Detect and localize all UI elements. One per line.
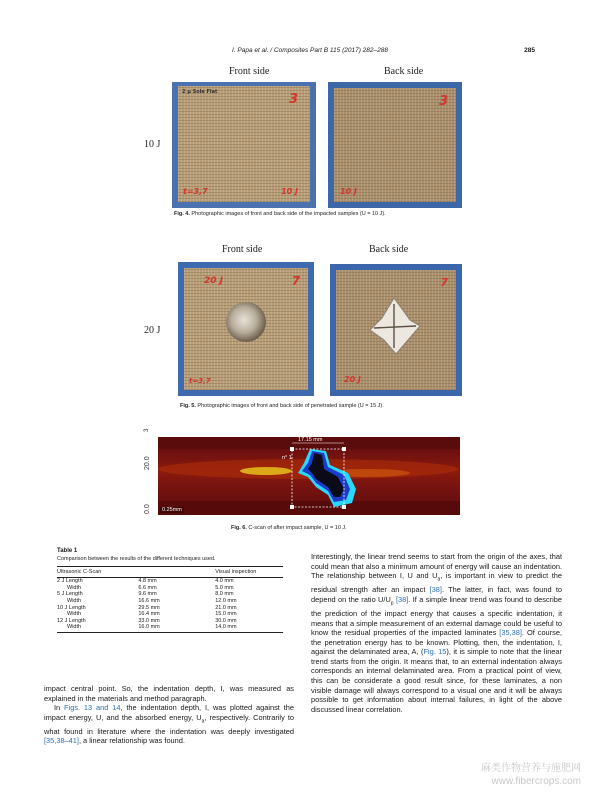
table-subtitle: Comparison between the results of the different techniques used. xyxy=(57,556,216,562)
fig5-front-penetration-hole xyxy=(226,302,266,342)
watermark-line-1: 麻类作物营养与施肥网 xyxy=(481,763,581,774)
fig4-front-label: Front side xyxy=(229,66,270,77)
table-cell: 12 J Length xyxy=(57,617,86,624)
table-row xyxy=(57,618,283,625)
fig6-pointer-label: n° 1 xyxy=(282,455,292,461)
fig5-back-mark-number: 7 xyxy=(440,276,448,289)
fig4-row-label: 10 J xyxy=(144,139,161,150)
fig4-front-mark-energy: 10 J xyxy=(281,187,298,196)
table-header-cell: Visual inspection xyxy=(215,567,283,578)
table-header-cell: Ultrasonic C-Scan xyxy=(57,567,138,578)
left-column-text xyxy=(44,684,294,746)
table-cell: 9.6 mm xyxy=(138,591,157,598)
comparison-table xyxy=(57,566,283,633)
page-number: 285 xyxy=(524,47,535,54)
site-watermark xyxy=(481,762,581,788)
fig4-front-sticker: 2 µ Sole Flat xyxy=(182,89,218,95)
table-row xyxy=(57,578,283,585)
fig6-cscan-map xyxy=(158,437,460,515)
fig5-back-damage-shape xyxy=(364,296,424,356)
table-cell: 14.0 mm xyxy=(215,624,283,633)
fig6-y-tick-bottom: 0.0 xyxy=(144,504,151,514)
running-header: I. Papa et al. / Composites Part B 115 (2017) 282–288 xyxy=(232,47,388,54)
table-header-row xyxy=(57,567,283,578)
fig4-back-photo xyxy=(334,88,456,202)
table-cell: 5 J Length xyxy=(57,591,83,598)
fig4-front-mark-number: 3 xyxy=(288,92,298,107)
fig4-back-mark-number: 3 xyxy=(438,94,448,109)
fig5-back-photo xyxy=(336,270,456,390)
fig5-front-mark-thickness: t=3,7 xyxy=(189,377,211,385)
refs-35-38-link[interactable]: [35,38] xyxy=(499,628,522,638)
figs-13-14-link[interactable]: Figs. 13 and 14 xyxy=(64,703,121,713)
table-cell: 30.0 mm xyxy=(215,617,237,624)
table-cell: 16.6 mm xyxy=(138,598,160,605)
fig5-back-label: Back side xyxy=(369,244,409,255)
fig5-front-mark-number: 7 xyxy=(291,274,300,288)
fig5-front-label: Front side xyxy=(222,244,263,255)
table-cell: Width xyxy=(57,624,138,633)
fig6-y-axis xyxy=(144,428,154,518)
right-column-text xyxy=(311,552,562,714)
table-row xyxy=(57,585,283,592)
table-cell: 21.0 mm xyxy=(215,604,237,611)
table-header-cell xyxy=(138,567,215,578)
table-cell: 12.0 mm xyxy=(215,598,237,605)
table-cell: Width xyxy=(67,584,82,591)
table-cell: 33.0 mm xyxy=(138,617,160,624)
table-cell: 2 J Length xyxy=(57,578,83,585)
right-paragraph: Interestingly, the linear trend seems to start from the origin of the axes, that could mean that also a minimum amount of energy will cause an indentation. The relationship between I, U and $U_a$, is important in view to predict the residual strength after an impact [38]. The latter, in fact, was found to depend on the ratio $U/U_p$ [38]. If a simple linear trend was found to describe the prediction of the impact energy that causes a specific indentation, it means that a simple measurement of an external damage could be useful to know the residual properties of the impacted laminates [35,38]. Of course, the penetration energy has to be known. Plotting, then, the indentation, I, against the delaminated area, A, (Fig. 15), it is simple to note that the linear trend starts from the origin. It means that, to an external indentation always corresponds an internal delaminated area. From a practical point of view, this can be considerate a good result since, for these laminates, a non visible damage will always correspond to a visual one and it will be always possible to get information about internal failures, in light of the above discussed linear correlation. xyxy=(311,552,563,714)
table-cell: 15.0 mm xyxy=(215,611,237,618)
table-cell: 29.5 mm xyxy=(138,604,160,611)
fig5-row-label: 20 J xyxy=(144,325,161,336)
table-cell: Width xyxy=(67,598,82,605)
table-row xyxy=(57,611,283,618)
table-row xyxy=(57,624,283,633)
fig6-y-tick-edge: 3 xyxy=(144,428,150,432)
table-cell: 5.0 mm xyxy=(215,584,234,591)
fig6-dimension-label: 17.15 mm xyxy=(298,437,323,443)
fig6-caption: Fig. 6. C-scan of after impact sample, U = 10 J. xyxy=(231,525,347,531)
fig4-back-label: Back side xyxy=(384,66,424,77)
table-cell: 4.8 mm xyxy=(138,578,157,585)
table-cell: 16.4 mm xyxy=(138,611,160,618)
fig5-front-mark-energy: 20 J xyxy=(204,276,224,286)
fig-15-link[interactable]: Fig. 15 xyxy=(423,647,447,657)
fig5-caption: Fig. 5. Photographic images of front and back side of penetrated sample (U = 15 J). xyxy=(180,403,384,409)
table-1 xyxy=(57,548,283,633)
ref-38-link[interactable]: [38] xyxy=(429,585,442,595)
ref-38-link-2[interactable]: [38] xyxy=(395,594,409,604)
table-cell: 6.6 mm xyxy=(138,584,157,591)
left-paragraph-1: impact central point. So, the indentation depth, I, was measured as explained in the materials and method paragraph. xyxy=(44,684,294,703)
left-paragraph-2: In Figs. 13 and 14, the indentation depth, I, was plotted against the impact energy, U, and the absorbed energy, $U_a$, respectively. Contrarily to what found in literature where the indentation was deeply investigated [35,38–41], a linear relationship was found. xyxy=(44,703,295,746)
table-row xyxy=(57,598,283,605)
fig5-back-mark-energy: 20 J xyxy=(344,375,361,384)
fig4-front-mark-thickness: t=3,7 xyxy=(183,187,208,196)
fig6-y-tick-top: 20.0 xyxy=(144,456,151,470)
table-cell: 16.0 mm xyxy=(138,624,215,633)
fig6-cscan-image xyxy=(158,437,460,515)
fig6-scale-label: 0.25mm xyxy=(162,507,182,513)
fig4-caption: Fig. 4. Photographic images of front and back side of the impacted samples (U = 10 J). xyxy=(174,211,386,217)
fig4-front-photo xyxy=(178,86,310,202)
table-cell: 8.0 mm xyxy=(215,591,234,598)
watermark-line-2: www.fibercrops.com xyxy=(491,776,581,787)
table-cell: Width xyxy=(67,611,82,618)
table-cell: 10 J Length xyxy=(57,604,86,611)
fig4-back-mark-energy: 10 J xyxy=(340,187,357,196)
table-cell: 4.0 mm xyxy=(215,578,234,585)
table-title: Table 1 xyxy=(57,548,78,554)
table-row xyxy=(57,604,283,611)
fig5-front-photo xyxy=(184,268,308,390)
refs-35-41-link[interactable]: [35,38–41] xyxy=(44,736,79,746)
table-row xyxy=(57,591,283,598)
